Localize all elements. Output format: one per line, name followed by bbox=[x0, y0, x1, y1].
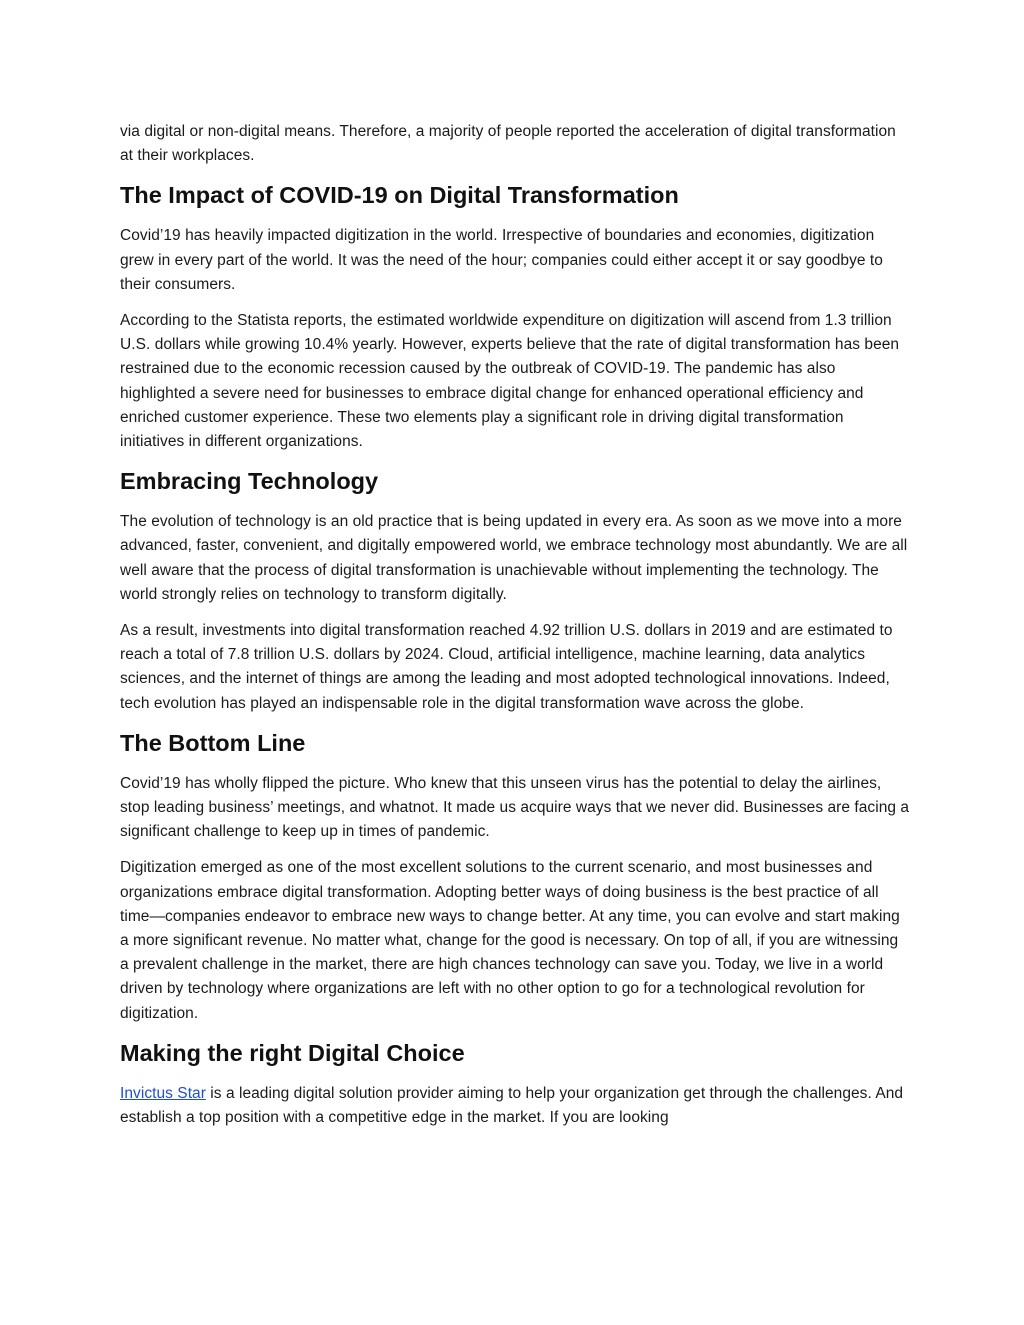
heading-covid-impact: The Impact of COVID-19 on Digital Transformation bbox=[120, 182, 679, 209]
paragraph-text: is a leading digital solution provider aiming to help your organization get through the challenges. And establish a top position with a competitive edge in the market. If you are looking bbox=[120, 1084, 904, 1127]
paragraph-with-link bbox=[120, 1082, 910, 1130]
document-page bbox=[120, 120, 910, 1142]
paragraph: As a result, investments into digital transformation reached 4.92 trillion U.S. dollars in 2019 and are estimated to reach a total of 7.8 trillion U.S. dollars by 2024. Cloud, artificial intelligence, machine learning, data analytics sciences, and the internet of things are among the leading and most adopted technological innovations. Indeed, tech evolution has played an indispensable role in the digital transformation wave across the globe. bbox=[120, 622, 893, 712]
invictus-star-link[interactable]: Invictus Star bbox=[120, 1084, 206, 1102]
paragraph: Covid’19 has heavily impacted digitization in the world. Irrespective of boundaries and economies, digitization grew in every part of the world. It was the need of the hour; companies could either accept it or say goodbye to their consumers. bbox=[120, 227, 883, 293]
intro-paragraph: via digital or non-digital means. Therefore, a majority of people reported the acceleration of digital transformation at their workplaces. bbox=[120, 123, 896, 165]
heading-digital-choice: Making the right Digital Choice bbox=[120, 1039, 465, 1066]
paragraph: Covid’19 has wholly flipped the picture. Who knew that this unseen virus has the potential to delay the airlines, stop leading business’ meetings, and whatnot. It made us acquire ways that we never did. Businesses are facing a significant challenge to keep up in times of pandemic. bbox=[120, 774, 910, 841]
paragraph: The evolution of technology is an old practice that is being updated in every era. As soon as we move into a more advanced, faster, convenient, and digitally empowered world, we embrace technology most abundantly. We are all well aware that the process of digital transformation is unachievable without implementing the technology. The world strongly relies on technology to transform digitally. bbox=[120, 513, 908, 603]
heading-bottom-line: The Bottom Line bbox=[120, 729, 306, 756]
paragraph: Digitization emerged as one of the most excellent solutions to the current scenario, and most businesses and organizations embrace digital transformation. Adopting better ways of doing business is the best practice of all time—companies endeavor to embrace new ways to change better. At any time, you can evolve and start making a more significant revenue. No matter what, change for the good is necessary. On top of all, if you are witnessing a prevalent challenge in the market, there are high chances technology can save you. Today, we live in a world driven by technology where organizations are left with no other option to go for a technological revolution for digitization. bbox=[120, 859, 900, 1022]
paragraph: According to the Statista reports, the estimated worldwide expenditure on digitization will ascend from 1.3 trillion U.S. dollars while growing 10.4% yearly. However, experts believe that the rate of digital transformation has been restrained due to the economic recession caused by the outbreak of COVID-19. The pandemic has also highlighted a severe need for businesses to embrace digital change for enhanced operational efficiency and enriched customer experience. These two elements play a significant role in driving digital transformation initiatives in different organizations. bbox=[120, 312, 900, 451]
heading-embracing-technology: Embracing Technology bbox=[120, 468, 379, 495]
